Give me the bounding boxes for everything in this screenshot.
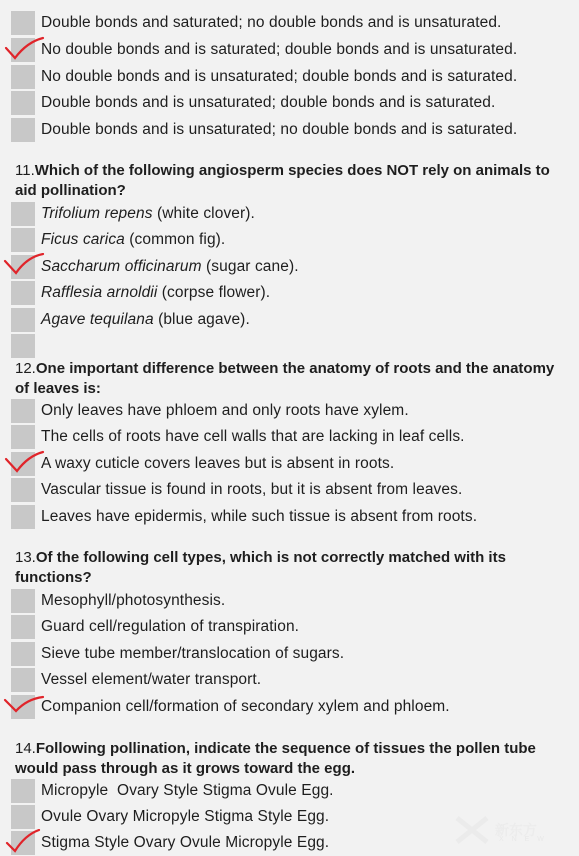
q12-option-1[interactable]: [11, 399, 409, 423]
question-number: 12.: [15, 360, 36, 377]
option-text: Guard cell/regulation of transpiration.: [41, 618, 300, 635]
checkbox[interactable]: [11, 334, 35, 358]
option-text: Sieve tube member/translocation of sugars.: [41, 645, 345, 662]
option-text: [41, 231, 225, 249]
checkbox[interactable]: [11, 668, 35, 692]
question-number: 11.: [15, 162, 35, 179]
option-text: Only leaves have phloem and only roots have xylem.: [41, 402, 409, 419]
q10-option-5[interactable]: [11, 118, 517, 142]
question-text: Which of the following angiosperm species does NOT rely on animals to aid pollination?: [15, 162, 550, 199]
q11-option-2[interactable]: [11, 228, 225, 252]
checkbox[interactable]: [11, 308, 35, 332]
question-11-title: [15, 161, 565, 201]
species-name: Agave tequilana: [41, 311, 154, 328]
common-name: (common fig).: [124, 231, 226, 248]
q10-option-4[interactable]: [11, 91, 495, 115]
q13-option-1[interactable]: [11, 589, 225, 613]
checkbox[interactable]: [11, 452, 35, 476]
q11-option-blank[interactable]: [11, 334, 35, 358]
question-12-title: [15, 359, 565, 399]
option-text: No double bonds and is unsaturated; double bonds and is saturated.: [41, 68, 518, 85]
option-text: [41, 311, 250, 329]
question-number: 14.: [15, 740, 36, 757]
checkbox[interactable]: [11, 91, 35, 115]
question-text: Following pollination, indicate the sequence of tissues the pollen tube would pass through as it grows toward the egg.: [15, 740, 536, 777]
species-name: Trifolium repens: [41, 205, 153, 222]
option-text: Micropyle Ovary Style Stigma Ovule Egg.: [41, 782, 334, 799]
q11-option-3[interactable]: [11, 255, 299, 279]
checkbox[interactable]: [11, 425, 35, 449]
q12-option-4[interactable]: [11, 478, 462, 502]
q12-option-5[interactable]: [11, 505, 477, 529]
checkbox[interactable]: [11, 505, 35, 529]
checkbox[interactable]: [11, 65, 35, 89]
q10-option-1[interactable]: [11, 11, 501, 35]
checkbox[interactable]: [11, 202, 35, 226]
option-text: Vascular tissue is found in roots, but it is absent from leaves.: [41, 481, 463, 498]
checkbox[interactable]: [11, 118, 35, 142]
checkbox[interactable]: [11, 805, 35, 829]
q14-option-3[interactable]: [11, 831, 329, 855]
option-text: [41, 205, 255, 223]
checkbox[interactable]: [11, 642, 35, 666]
option-text: [41, 258, 299, 276]
checkbox[interactable]: [11, 38, 35, 62]
species-name: Rafflesia arnoldii: [41, 284, 158, 301]
option-text: Ovule Ovary Micropyle Stigma Style Egg.: [41, 808, 330, 825]
common-name: (blue agave).: [153, 311, 250, 328]
q11-option-4[interactable]: [11, 281, 270, 305]
checkbox[interactable]: [11, 615, 35, 639]
watermark-logo: [453, 810, 573, 850]
q13-option-5[interactable]: [11, 695, 450, 719]
q10-option-3[interactable]: [11, 65, 517, 89]
option-text: Vessel element/water transport.: [41, 671, 262, 688]
option-text: Double bonds and is unsaturated; no double bonds and is saturated.: [41, 121, 518, 138]
x-logo-icon: [453, 814, 491, 846]
checkbox[interactable]: [11, 478, 35, 502]
species-name: Saccharum officinarum: [41, 258, 202, 275]
option-text: Mesophyll/photosynthesis.: [41, 592, 226, 609]
question-13-title: [15, 548, 565, 588]
question-number: 13.: [15, 549, 36, 566]
option-text: Stigma Style Ovary Ovule Micropyle Egg.: [41, 834, 330, 851]
q10-option-2[interactable]: [11, 38, 517, 62]
question-14-title: [15, 739, 565, 779]
option-text: No double bonds and is saturated; double bonds and is unsaturated.: [41, 41, 518, 58]
common-name: (white clover).: [152, 205, 255, 222]
q11-option-1[interactable]: [11, 202, 255, 226]
q12-option-3[interactable]: [11, 452, 394, 476]
q13-option-4[interactable]: [11, 668, 261, 692]
option-text: A waxy cuticle covers leaves but is absent in roots.: [41, 455, 395, 472]
question-text: One important difference between the anatomy of roots and the anatomy of leaves is:: [15, 360, 555, 397]
checkbox[interactable]: [11, 589, 35, 613]
checkbox[interactable]: [11, 399, 35, 423]
checkbox[interactable]: [11, 831, 35, 855]
checkbox[interactable]: [11, 228, 35, 252]
option-text: Double bonds and is unsaturated; double bonds and is saturated.: [41, 94, 496, 111]
checkbox[interactable]: [11, 695, 35, 719]
option-text: Leaves have epidermis, while such tissue is absent from roots.: [41, 508, 478, 525]
option-text: Double bonds and saturated; no double bonds and is unsaturated.: [41, 14, 502, 31]
q11-option-5[interactable]: [11, 308, 250, 332]
question-text: Of the following cell types, which is not correctly matched with its functions?: [15, 549, 506, 586]
watermark-text: 新东方: [495, 822, 537, 838]
q14-option-1[interactable]: [11, 779, 334, 803]
q13-option-2[interactable]: [11, 615, 299, 639]
checkbox[interactable]: [11, 255, 35, 279]
q12-option-2[interactable]: [11, 425, 465, 449]
q14-option-2[interactable]: [11, 805, 329, 829]
common-name: (corpse flower).: [157, 284, 271, 301]
option-text: [41, 284, 270, 302]
q13-option-3[interactable]: [11, 642, 344, 666]
watermark-subtext: X N E W: [499, 836, 547, 843]
checkbox[interactable]: [11, 11, 35, 35]
checkbox[interactable]: [11, 779, 35, 803]
checkbox[interactable]: [11, 281, 35, 305]
option-text: Companion cell/formation of secondary xylem and phloem.: [41, 698, 450, 715]
common-name: (sugar cane).: [201, 258, 299, 275]
species-name: Ficus carica: [41, 231, 125, 248]
option-text: The cells of roots have cell walls that are lacking in leaf cells.: [41, 428, 465, 445]
